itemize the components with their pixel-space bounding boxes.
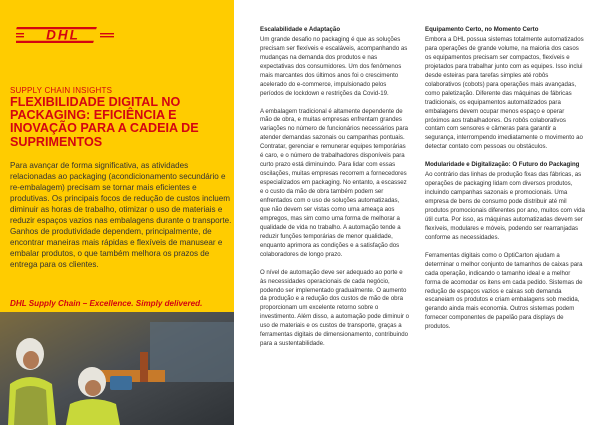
heading-escalabilidade: Escalabilidade e Adaptação bbox=[260, 26, 341, 33]
warehouse-workers-photo bbox=[0, 312, 234, 425]
dhl-logo-text: DHL bbox=[46, 27, 80, 43]
cover-panel bbox=[0, 0, 234, 425]
column-right bbox=[425, 26, 585, 341]
column-middle bbox=[260, 26, 410, 358]
paragraph: A embalagem tradicional é altamente dependente de mão de obra, e muitas empresas enfrentam grandes variações no número de funcionários necessários para atender demandas sazonais ou campanhas pontuais. Contratar, gerenciar e remunerar equipes temporárias é caro, e o número de trabalhadores disponíveis para curto prazo está diminuindo. Para lidar com essas oscilações, muitas empresas recorrem a fornecedores especializados em packaging. No entanto, a escassez e o custo da mão de obra também podem ser enfrentados com o uso de soluções automatizadas, que não devem ser vistas como uma ameaça aos empregos, mas sim como uma forma de melhorar a qualidade de vida no trabalho. A automação tende a reduzir funções temporárias de menor qualidade, enquanto aprimora as condições e a satisfação dos colaboradores de longo prazo. bbox=[260, 107, 409, 258]
heading-equipamento: Equipamento Certo, no Momento Certo bbox=[425, 26, 539, 33]
tagline: DHL Supply Chain – Excellence. Simply delivered. bbox=[10, 299, 203, 308]
paragraph: Ferramentas digitais como o OptiCarton ajudam a determinar o melhor conjunto de tamanhos de caixas para cada operação, indicando o tamanho ideal e a melhor forma de acomodar os itens em cada pedido. Sistemas de redução de espaços vazios e caixas sob demanda escaneiam os produtos e criam embalagens sob medida, gerando ainda mais economia. Outros sistemas podem fornecer componentes de papelão para displays de produtos. bbox=[425, 251, 583, 331]
page-title: FLEXIBILIDADE DIGITAL NO PACKAGING: EFICIÊNCIA E INOVAÇÃO PARA A CADEIA DE SUPRIMENTOS bbox=[10, 95, 199, 149]
heading-modularidade: Modularidade e Digitalização: O Futuro do Packaging bbox=[425, 161, 580, 169]
paragraph: Embora a DHL possua sistemas totalmente automatizados para operações de grande volume, na maioria dos casos os equipamentos precisam ser compactos, flexíveis e projetados para trabalhar junto com as equipes. Isso inclui desde esteiras para tarefas simples até robôs colaborativos (cobots) para operações mais avançadas, como paletização. Diferente das máquinas de fábricas tradicionais, os equipamentos automatizados para embalagens devem ocupar menos espaço e operar próximos aos trabalhadores. Os robôs colaborativos contam com sensores e câmeras para garantir a segurança, interrompendo imediatamente o movimento ao detectar contato com pessoas ou obstáculos. bbox=[425, 35, 584, 151]
paragraph: Um grande desafio no packaging é que as soluções precisam ser flexíveis e escaláveis, acompanhando as mudanças na demanda dos produtos e nas expectativas dos consumidores. Um dos fenômenos mais marcantes dos últimos anos foi o crescimento acelerado do e-commerce, impulsionado pelos períodos de lockdown e restrições da Covid-19. bbox=[260, 35, 408, 97]
section-kicker: SUPPLY CHAIN INSIGHTS bbox=[10, 86, 113, 95]
dhl-logo bbox=[16, 24, 116, 46]
paragraph: Ao contrário das linhas de produção fixas das fábricas, as operações de packaging lidam com diversos produtos, incluindo campanhas sazonais e promocionais. Uma empresa de bens de consumo pode distribuir até mil produtos promocionais diferentes por ano, muitos com vida útil curta. Por isso, as máquinas automatizadas devem ser flexíveis, modulares e móveis, podendo ser rearranjadas conforme as necessidades. bbox=[425, 171, 585, 241]
intro-paragraph: Para avançar de forma significativa, as atividades relacionadas ao packaging (acondicionamento secundário e re-embalagem) precisam se tornar mais eficientes e produtivas. Os principais focos de redução de custos incluem diminuir as horas de trabalho, otimizar o uso de materiais e reduzir espaços vazios nas embalagens durante o transporte. Ganhos de produtividade dependem, principalmente, de encontrar maneiras mais rápidas e flexíveis de manusear e embalar produtos, o que também melhora os prazos de entrega para os clientes. bbox=[10, 161, 232, 270]
paragraph: O nível de automação deve ser adequado ao porte e às necessidades operacionais de cada negócio, podendo ser implementado gradualmente. O aumento da produção e a redução dos custos de mão de obra proporcionam um excelente retorno sobre o investimento. Além disso, a automação pode diminuir o uso de materiais e os custos de transporte, graças a ferramentas digitais de dimensionamento, contribuindo para a sustentabilidade. bbox=[260, 268, 410, 348]
